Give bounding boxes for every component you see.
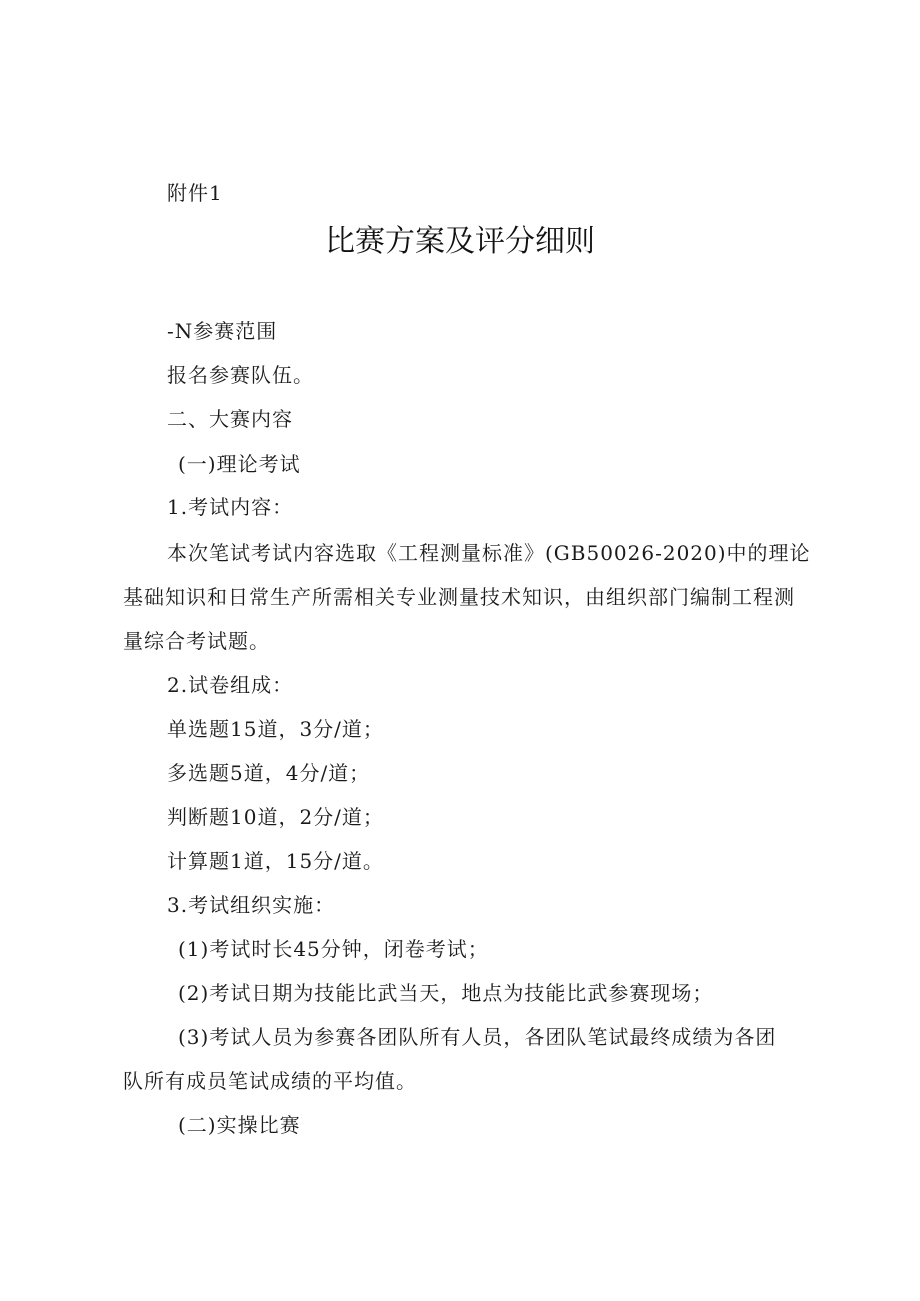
list-item-multiple-choice: 多选题5道，4分/道； (167, 761, 371, 785)
list-item-true-false: 判断题10道，2分/道； (167, 805, 384, 829)
list-item-exam-duration: (1)考试时长45分钟，闭卷考试； (178, 937, 489, 961)
item-exam-implementation: 3.考试组织实施： (167, 893, 336, 917)
list-item-single-choice: 单选题15道，3分/道； (167, 717, 384, 741)
attachment-label: 附件1 (167, 181, 223, 205)
document-title: 比赛方案及评分细则 (325, 224, 595, 259)
section-participation-scope: -N参赛范围 (167, 319, 278, 343)
list-item-calculation: 计算题1道，15分/道。 (167, 849, 384, 873)
paragraph-exam-content-line3: 量综合考试题。 (123, 629, 270, 653)
item-exam-content: 1.考试内容： (167, 495, 294, 519)
subsection-practical-competition: (二)实操比赛 (178, 1113, 301, 1137)
paragraph-registered-teams: 报名参赛队伍。 (167, 363, 314, 387)
paragraph-exam-content-line1: 本次笔试考试内容选取《工程测量标准》(GB50026-2020)中的理论 (167, 541, 811, 565)
list-item-exam-personnel-line1: (3)考试人员为参赛各团队所有人员，各团队笔试最终成绩为各团 (178, 1025, 777, 1049)
paragraph-exam-content-line2: 基础知识和日常生产所需相关专业测量技术知识，由组织部门编制工程测 (123, 585, 795, 609)
list-item-exam-date: (2)考试日期为技能比武当天，地点为技能比武参赛现场； (178, 981, 714, 1005)
section-competition-content: 二、大赛内容 (167, 407, 293, 431)
item-paper-composition: 2.试卷组成： (167, 673, 294, 697)
subsection-theory-exam: (一)理论考试 (178, 452, 301, 476)
list-item-exam-personnel-line2: 队所有成员笔试成绩的平均值。 (123, 1069, 417, 1093)
